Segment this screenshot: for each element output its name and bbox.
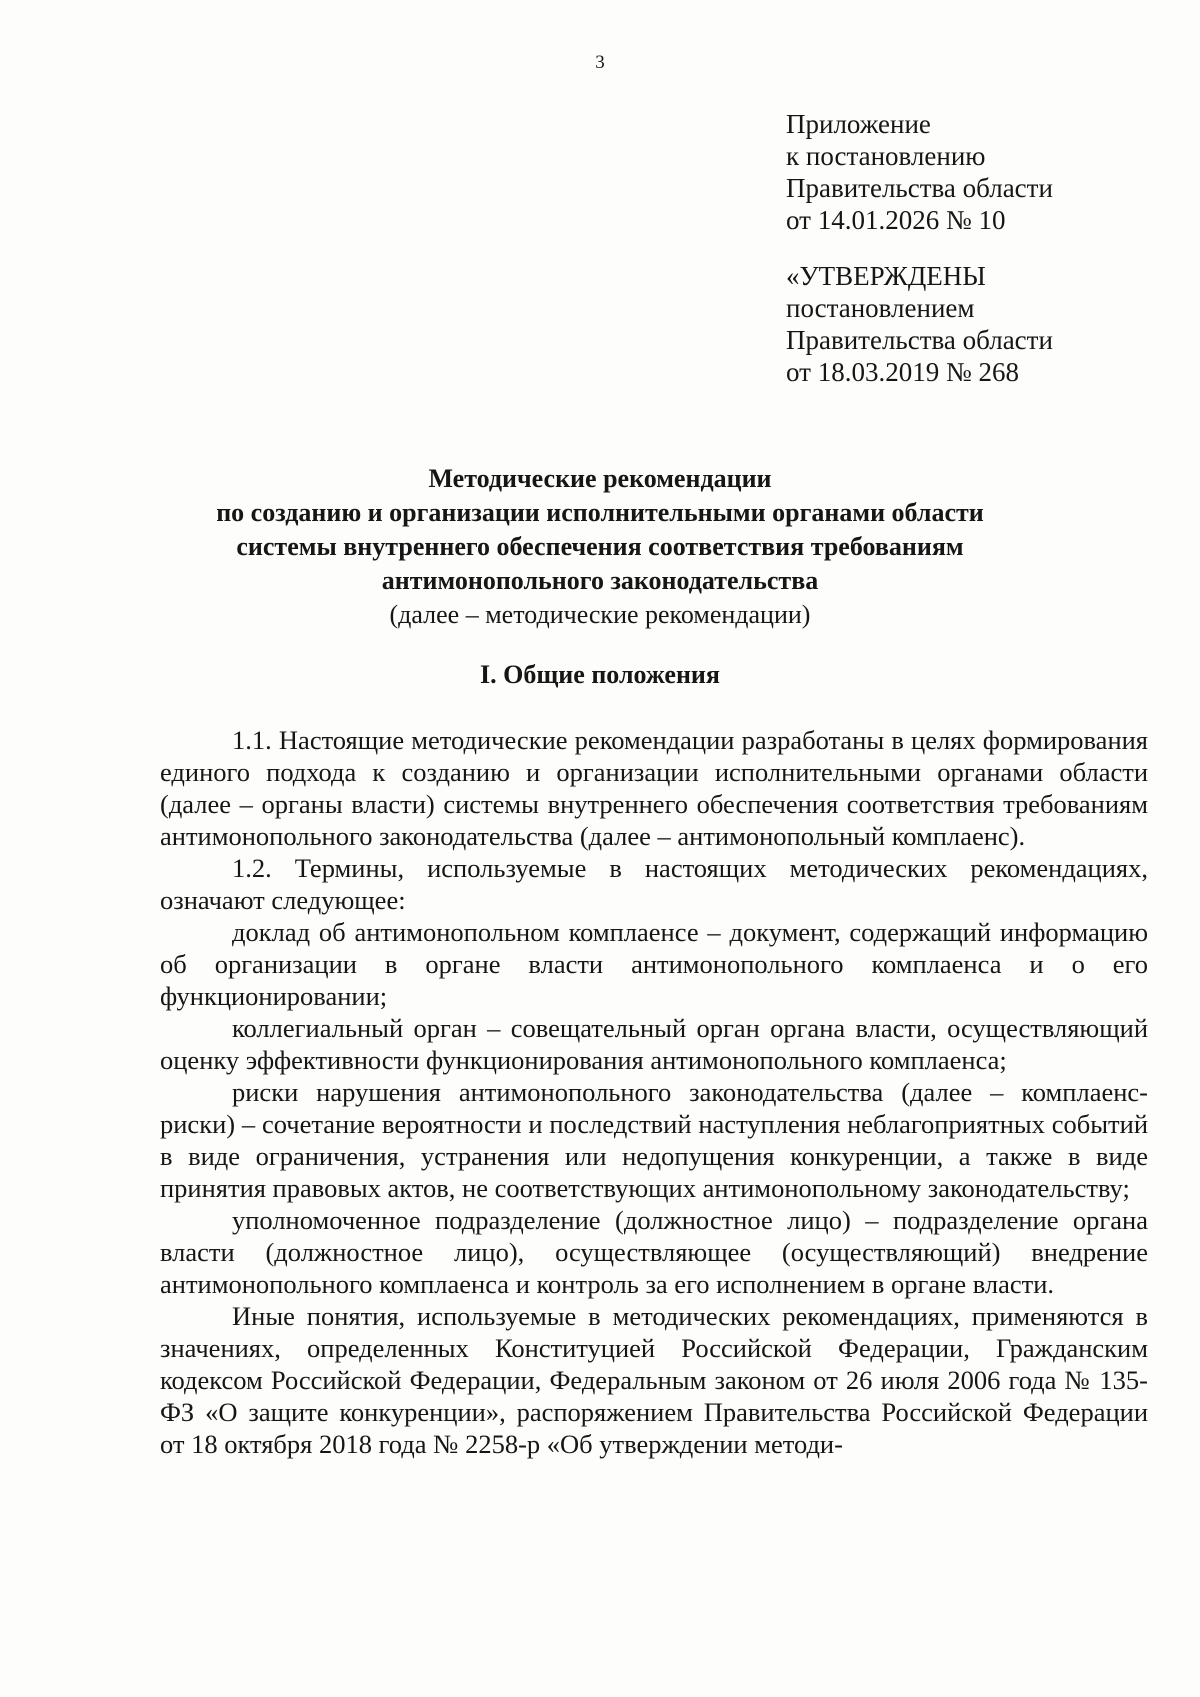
term-report: доклад об антимонопольном комплаенсе – документ, содержащий информацию об организации в органе власти антимонопольного комплаенса и о его функционировании; (160, 917, 1148, 1011)
title-subtitle: (далее – методические рекомендации) (389, 600, 811, 629)
term-compliance-risks: риски нарушения антимонопольного законодательства (далее – комплаенс-риски) – сочетание вероятности и последствий наступления неблагоприятных событий в виде ограничения, устранения или недопущения конкуренции, а также в виде принятия правовых актов, не соответствующих антимонопольному законодательству; (160, 1077, 1148, 1203)
paragraph-1-1: 1.1. Настоящие методические рекомендации разработаны в целях формирования единого подхода к созданию и организации исполнительными органами области (далее – органы власти) системы внутреннего обеспечения соответствия требованиям антимонопольного законодательства (далее – антимонопольный комплаенс). (160, 725, 1148, 851)
page-number: 3 (595, 52, 605, 73)
attachment-line: Приложение (786, 109, 931, 139)
approval-line: от 18.03.2019 № 268 (786, 357, 1019, 387)
title-line: по созданию и организации исполнительными органами области (216, 498, 984, 527)
paragraph-other-terms: Иные понятия, используемые в методических рекомендациях, применяются в значениях, определенных Конституцией Российской Федерации, Гражданским кодексом Российской Федерации, Федеральным законом от 26 июля 2006 года № 135-ФЗ «О защите конкуренции», распоряжением Правительства Российской Федерации от 18 октября 2018 года № 2258-р «Об утверждении методи- (160, 1301, 1148, 1459)
term-collegial-body: коллегиальный орган – совещательный орган органа власти, осуществляющий оценку эффективности функционирования антимонопольного комплаенса; (160, 1013, 1148, 1075)
title-line: антимонопольного законодательства (381, 566, 819, 595)
attachment-block (786, 108, 1053, 388)
approval-line: «УТВЕРЖДЕНЫ (786, 261, 986, 291)
attachment-line: от 14.01.2026 № 10 (786, 205, 1006, 235)
approval-line: Правительства области (786, 325, 1053, 355)
approval-line: постановлением (786, 293, 975, 323)
attachment-line: к постановлению (786, 141, 986, 171)
body-text (160, 724, 1148, 1460)
title-line: системы внутреннего обеспечения соответствия требованиям (236, 532, 964, 561)
title-line: Методические рекомендации (428, 464, 772, 493)
attachment-line: Правительства области (786, 173, 1053, 203)
section-heading: I. Общие положения (480, 660, 720, 689)
document-title (150, 462, 1050, 632)
term-authorized-unit: уполномоченное подразделение (должностное лицо) – подразделение органа власти (должностное лицо), осуществляющее (осуществляющий) внедрение антимонопольного комплаенса и контроль за его исполнением в органе власти. (160, 1205, 1148, 1299)
paragraph-1-2: 1.2. Термины, используемые в настоящих методических рекомендациях, означают следующее: (160, 853, 1148, 915)
